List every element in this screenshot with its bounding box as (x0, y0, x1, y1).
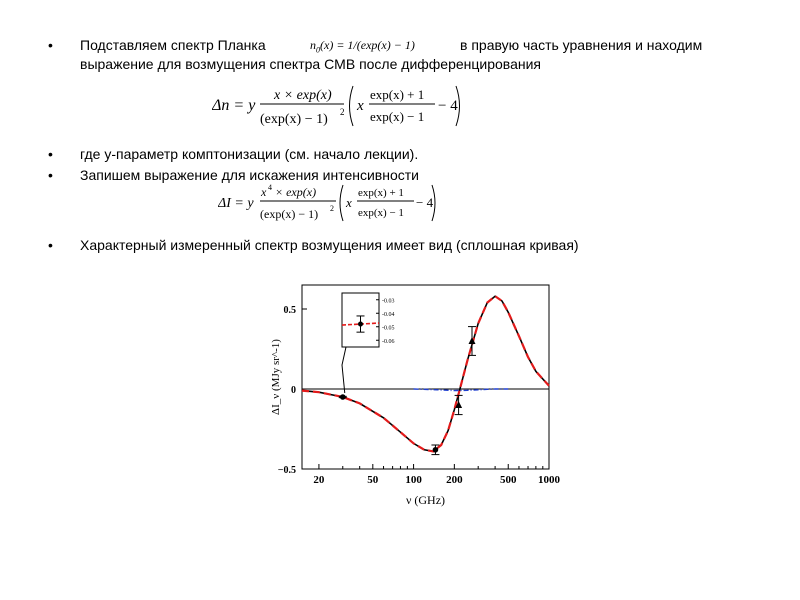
dn-lhs: Δn = y (212, 97, 256, 114)
y-axis-label: ΔI_ν (MJy sr^-1) (270, 339, 282, 415)
bullet-glyph: • (48, 146, 53, 162)
x-tick-label: 200 (446, 474, 463, 486)
bullet-1-text-cont: в правую часть уравнения и находим (460, 37, 703, 53)
x-tick-label: 100 (405, 474, 422, 486)
planck-arg: (x) = 1/(exp(x) − 1) (320, 38, 415, 52)
plot-frame (302, 285, 549, 469)
inset-y-tick-label: -0.04 (382, 311, 395, 318)
bullet-glyph: • (48, 237, 53, 253)
di-x: x (346, 195, 352, 210)
di-lhs: ΔI = y (218, 196, 254, 211)
bullet-2-text: где y-параметр комптонизации (см. начало лекции). (80, 146, 419, 162)
y-tick-label: 0.5 (283, 305, 296, 316)
bullet-4-text: Характерный измеренный спектр возмущения имеет вид (сплошная кривая) (80, 237, 579, 253)
spectrum-chart (255, 275, 570, 515)
di-num-pow: 4 (268, 183, 272, 192)
di-pow: 2 (330, 204, 334, 213)
x-tick-label: 500 (499, 474, 517, 486)
bullet-1-text-line2: выражение для возмущения спектра CMB после дифференцирования (80, 56, 542, 72)
inset-y-tick-label: -0.06 (382, 338, 395, 345)
planck-lhs: n (310, 38, 316, 52)
bullet-1-text: Подставляем спектр Планка (80, 37, 266, 53)
x-tick-label: 20 (313, 474, 325, 486)
di-num-base: x (261, 185, 267, 199)
series-line-solid-black (302, 296, 549, 451)
inset-pointer (342, 347, 346, 393)
di-num: × exp(x) (275, 185, 317, 199)
delta-n-formula (212, 82, 462, 130)
di-inner-num: exp(x) + 1 (358, 187, 404, 199)
bullet-glyph: • (48, 37, 53, 53)
planck-sub: 0 (316, 45, 320, 55)
dn-tail: − 4 (438, 98, 458, 114)
di-den: (exp(x) − 1) (260, 207, 319, 221)
dn-num: x × exp(x) (274, 88, 332, 103)
data-point-circle (433, 447, 439, 453)
inset-y-tick-label: -0.03 (382, 298, 395, 305)
x-tick-label: 1000 (538, 474, 560, 486)
bullet-3-text: Запишем выражение для искажения интенсивности (80, 167, 419, 183)
dn-inner-num: exp(x) + 1 (370, 87, 425, 102)
dn-x: x (357, 98, 364, 114)
planck-formula (310, 38, 415, 54)
x-tick-label: 50 (367, 474, 379, 486)
inset-data-point (358, 322, 363, 327)
dn-inner-den: exp(x) − 1 (370, 109, 425, 124)
di-inner-den: exp(x) − 1 (358, 207, 404, 219)
dn-den: (exp(x) − 1) (260, 112, 328, 127)
dn-pow: 2 (340, 107, 345, 117)
bullet-glyph: • (48, 167, 53, 183)
delta-i-formula (218, 182, 440, 224)
y-tick-label: −0.5 (277, 465, 296, 476)
data-point-circle (340, 394, 346, 400)
di-tail: − 4 (416, 195, 434, 210)
x-axis-label: ν (GHz) (405, 493, 446, 507)
inset-y-tick-label: -0.05 (382, 325, 395, 332)
y-tick-label: 0 (291, 385, 296, 396)
